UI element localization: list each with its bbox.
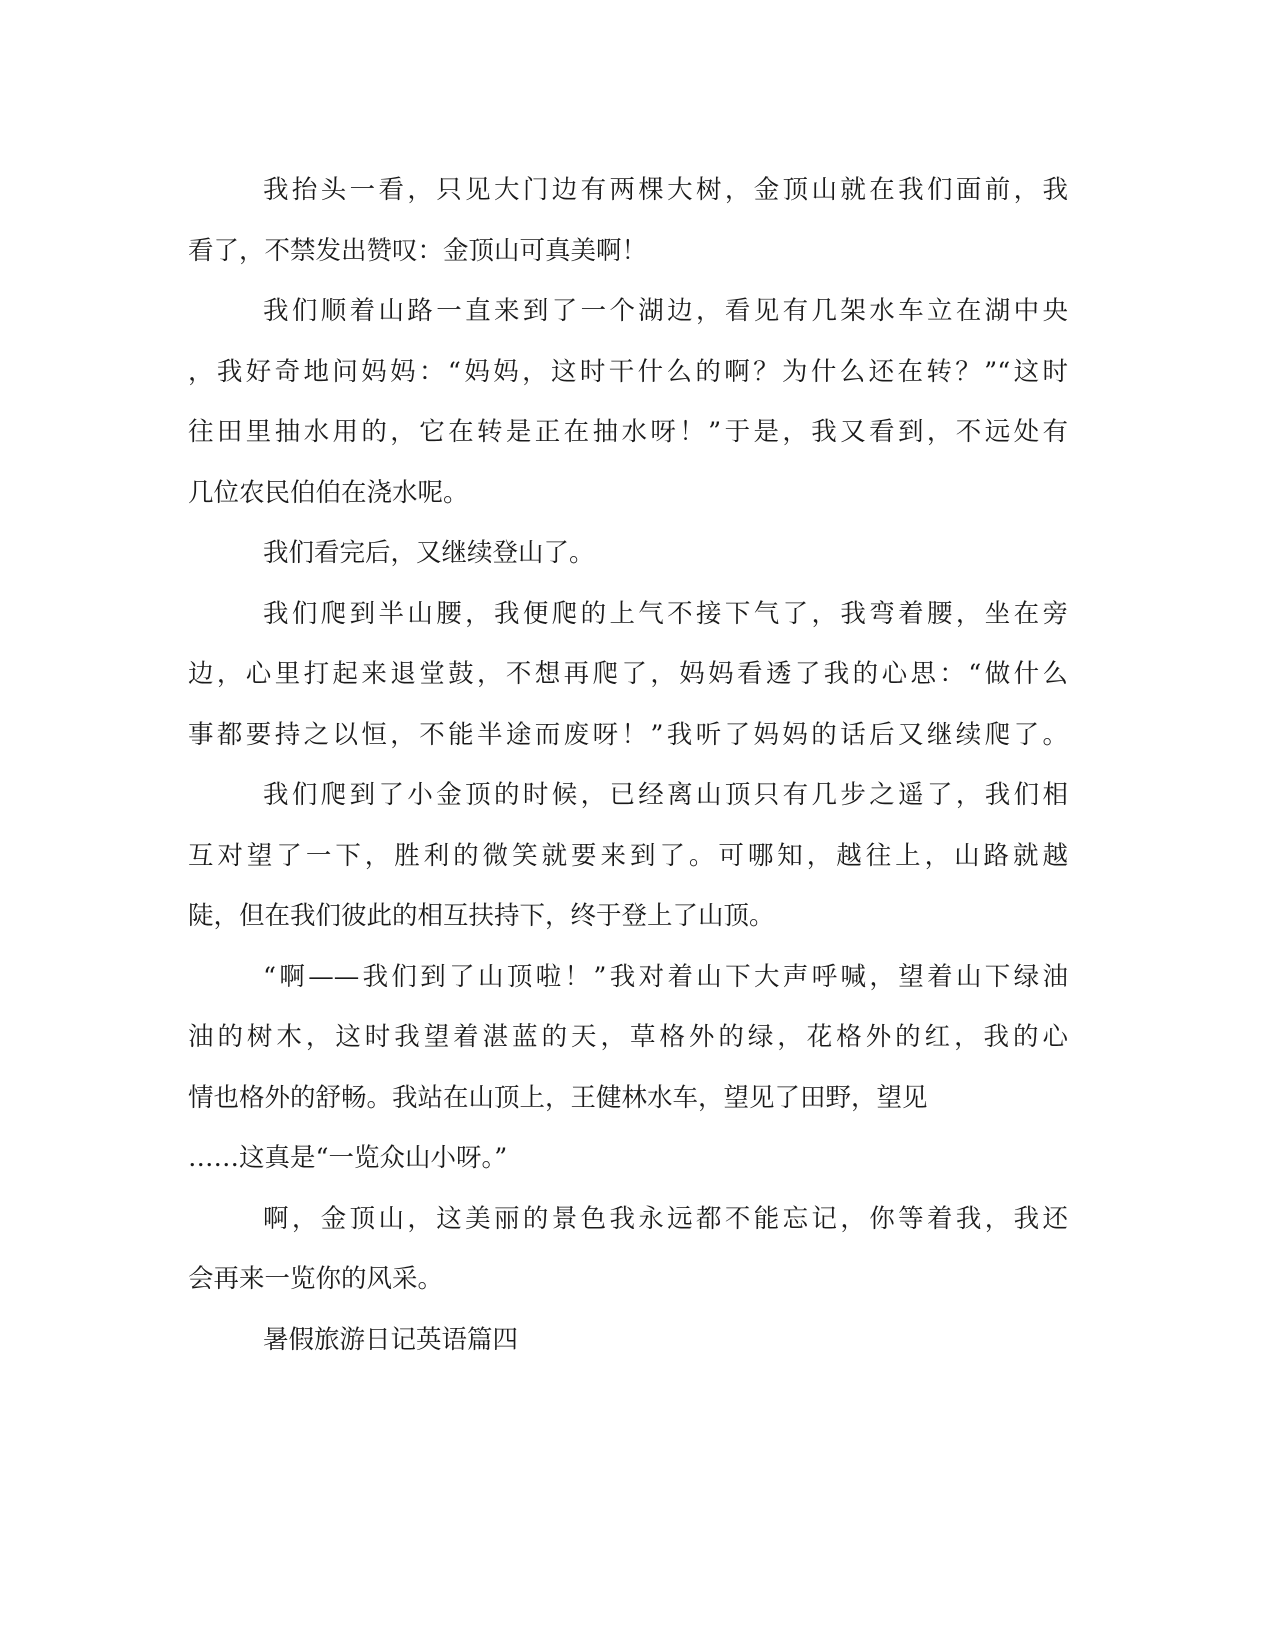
text-line: 情也格外的舒畅。我站在山顶上，王健林水车，望见了田野，望见 <box>188 1082 928 1113</box>
text-line: “啊——我们到了山顶啦！”我对着山下大声呼喊，望着山下绿油 <box>263 961 1068 992</box>
text-line: 我们看完后，又继续登山了。 <box>263 538 595 568</box>
text-line: 陡，但在我们彼此的相互扶持下，终于登上了山顶。 <box>188 901 775 931</box>
section-heading: 暑假旅游日记英语篇四 <box>263 1324 519 1355</box>
text-line: 油的树木，这时我望着湛蓝的天，草格外的绿，花格外的红，我的心 <box>188 1022 1068 1052</box>
text-line: 边，心里打起来退堂鼓，不想再爬了，妈妈看透了我的心思：“做什么 <box>188 659 1068 689</box>
text-line: ……这真是“一览众山小呀。” <box>188 1143 508 1173</box>
text-line: 我们爬到了小金顶的时候，已经离山顶只有几步之遥了，我们相 <box>263 780 1068 810</box>
text-line: 我们爬到半山腰，我便爬的上气不接下气了，我弯着腰，坐在旁 <box>263 598 1068 629</box>
text-line: 几位农民伯伯在浇水呢。 <box>188 477 469 508</box>
document-text-body <box>188 160 1068 1370</box>
text-line: 啊，金顶山，这美丽的景色我永远都不能忘记，你等着我，我还 <box>263 1203 1068 1234</box>
text-line: 会再来一览你的风采。 <box>188 1264 444 1294</box>
text-line: 看了，不禁发出赞叹：金顶山可真美啊！ <box>188 235 648 266</box>
text-line: 我抬头一看，只见大门边有两棵大树，金顶山就在我们面前，我 <box>263 175 1068 205</box>
text-line: ，我好奇地问妈妈：“妈妈，这时干什么的啊？为什么还在转？”“这时 <box>188 356 1068 387</box>
text-line: 互对望了一下，胜利的微笑就要来到了。可哪知，越往上，山路就越 <box>188 840 1068 871</box>
text-line: 事都要持之以恒，不能半途而废呀！”我听了妈妈的话后又继续爬了。 <box>188 719 1068 750</box>
text-line: 我们顺着山路一直来到了一个湖边，看见有几架水车立在湖中央 <box>263 296 1068 326</box>
text-line: 往田里抽水用的，它在转是正在抽水呀！”于是，我又看到，不远处有 <box>188 417 1068 447</box>
